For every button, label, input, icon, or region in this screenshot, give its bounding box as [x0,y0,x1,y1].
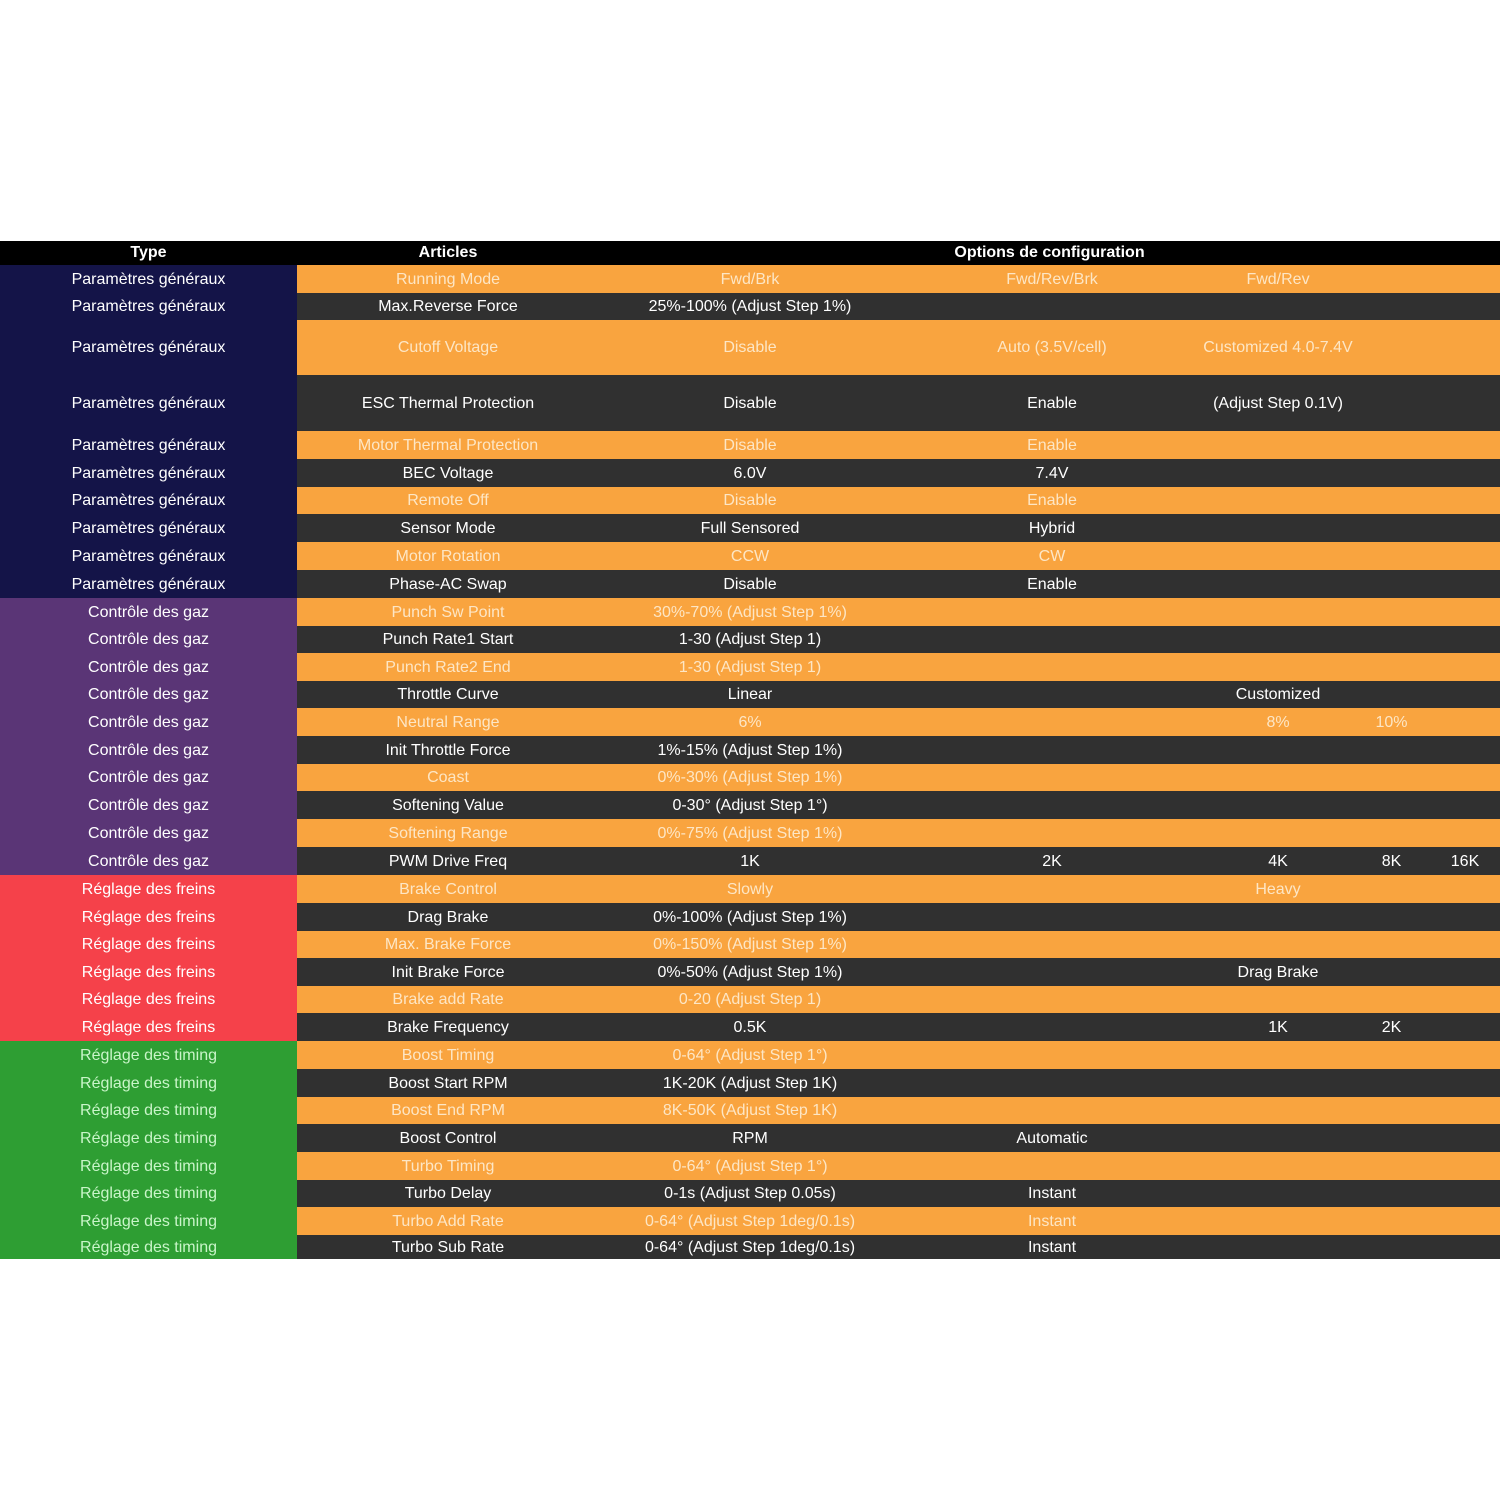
option-4-cell [1353,875,1430,903]
option-4-cell [1353,1207,1430,1235]
option-5-cell [1430,265,1500,293]
option-2-cell: 7.4V [901,459,1203,487]
article-cell: Turbo Timing [297,1152,599,1180]
type-cell: Paramètres généraux [0,459,297,487]
option-4-cell [1353,626,1430,653]
type-cell: Réglage des freins [0,958,297,986]
table-row [0,708,1500,736]
option-5-cell [1430,736,1500,764]
table-row [0,1180,1500,1207]
option-4-cell: 10% [1353,708,1430,736]
option-4-cell [1353,736,1430,764]
table-row [0,459,1500,487]
type-cell: Contrôle des gaz [0,847,297,875]
type-cell: Réglage des freins [0,986,297,1013]
option-5-cell [1430,875,1500,903]
table-row [0,1097,1500,1124]
type-cell: Contrôle des gaz [0,791,297,819]
type-cell: Contrôle des gaz [0,653,297,681]
article-cell: Cutoff Voltage [297,320,599,375]
option-2-cell: Fwd/Rev/Brk [901,265,1203,293]
option-4-cell [1353,514,1430,542]
article-cell: Coast [297,764,599,791]
table-row [0,791,1500,819]
option-2-cell: Enable [901,431,1203,459]
option-4-cell [1353,1235,1430,1259]
option-1-cell: 0-1s (Adjust Step 0.05s) [599,1180,901,1207]
option-3-cell [1203,986,1353,1013]
option-2-cell [901,931,1203,958]
option-3-cell: (Adjust Step 0.1V) [1203,375,1353,431]
option-4-cell [1353,819,1430,847]
type-cell: Réglage des timing [0,1207,297,1235]
table-row [0,1069,1500,1097]
option-5-cell [1430,1013,1500,1041]
type-cell: Réglage des freins [0,931,297,958]
type-cell: Réglage des freins [0,875,297,903]
type-cell: Réglage des timing [0,1069,297,1097]
option-5-cell [1430,931,1500,958]
option-5-cell [1430,1207,1500,1235]
table-row [0,570,1500,598]
option-1-cell: 0-20 (Adjust Step 1) [599,986,901,1013]
option-5-cell [1430,1041,1500,1069]
option-4-cell [1353,931,1430,958]
type-cell: Contrôle des gaz [0,764,297,791]
option-3-cell [1203,1041,1353,1069]
option-2-cell: CW [901,542,1203,570]
option-2-cell: Enable [901,487,1203,514]
type-cell: Contrôle des gaz [0,598,297,626]
option-4-cell [1353,598,1430,626]
option-4-cell [1353,293,1430,320]
header-type: Type [130,244,167,261]
option-2-cell [901,626,1203,653]
article-cell: Boost Start RPM [297,1069,599,1097]
option-2-cell [901,653,1203,681]
option-4-cell [1353,265,1430,293]
option-2-cell: Hybrid [901,514,1203,542]
type-cell: Contrôle des gaz [0,626,297,653]
option-1-cell: 0-64° (Adjust Step 1°) [599,1152,901,1180]
option-1-cell: 6% [599,708,901,736]
table-row [0,1124,1500,1152]
option-5-cell [1430,653,1500,681]
type-cell: Contrôle des gaz [0,708,297,736]
option-1-cell: 0-64° (Adjust Step 1deg/0.1s) [599,1207,901,1235]
option-5-cell [1430,320,1500,375]
option-5-cell [1430,681,1500,708]
table-row [0,1235,1500,1259]
type-cell: Contrôle des gaz [0,819,297,847]
option-3-cell: Customized 4.0-7.4V [1203,320,1353,375]
option-5-cell [1430,487,1500,514]
option-3-cell [1203,1180,1353,1207]
option-3-cell [1203,653,1353,681]
option-5-cell [1430,598,1500,626]
article-cell: Init Brake Force [297,958,599,986]
option-2-cell [901,1013,1203,1041]
option-5-cell [1430,542,1500,570]
table-row [0,1041,1500,1069]
option-5-cell [1430,431,1500,459]
option-2-cell: Instant [901,1180,1203,1207]
option-3-cell [1203,598,1353,626]
option-1-cell: 1%-15% (Adjust Step 1%) [599,736,901,764]
option-5-cell [1430,986,1500,1013]
article-cell: PWM Drive Freq [297,847,599,875]
option-3-cell: Heavy [1203,875,1353,903]
article-cell: Drag Brake [297,903,599,931]
option-3-cell [1203,487,1353,514]
type-cell: Réglage des timing [0,1097,297,1124]
option-1-cell: 8K-50K (Adjust Step 1K) [599,1097,901,1124]
option-1-cell: 0%-75% (Adjust Step 1%) [599,819,901,847]
option-2-cell [901,791,1203,819]
table-row [0,875,1500,903]
article-cell: Softening Value [297,791,599,819]
option-3-cell [1203,542,1353,570]
option-4-cell [1353,570,1430,598]
option-5-cell [1430,1124,1500,1152]
option-4-cell [1353,487,1430,514]
option-5-cell [1430,764,1500,791]
option-1-cell: 0%-100% (Adjust Step 1%) [599,903,901,931]
option-5-cell [1430,293,1500,320]
option-4-cell [1353,986,1430,1013]
option-2-cell [901,1069,1203,1097]
option-4-cell [1353,375,1430,431]
option-2-cell: Instant [901,1235,1203,1259]
option-3-cell [1203,819,1353,847]
option-4-cell [1353,1180,1430,1207]
type-cell: Paramètres généraux [0,265,297,293]
option-2-cell [901,903,1203,931]
option-5-cell [1430,819,1500,847]
option-2-cell [901,1097,1203,1124]
article-cell: Turbo Sub Rate [297,1235,599,1259]
option-2-cell: 2K [901,847,1203,875]
type-cell: Réglage des freins [0,903,297,931]
table-row [0,986,1500,1013]
option-3-cell [1203,736,1353,764]
option-4-cell: 2K [1353,1013,1430,1041]
type-cell: Paramètres généraux [0,487,297,514]
option-2-cell: Automatic [901,1124,1203,1152]
table-row [0,320,1500,375]
article-cell: Max. Brake Force [297,931,599,958]
type-cell: Paramètres généraux [0,542,297,570]
article-cell: Boost Timing [297,1041,599,1069]
option-4-cell [1353,1041,1430,1069]
table-row [0,1152,1500,1180]
option-1-cell: 1-30 (Adjust Step 1) [599,626,901,653]
table-row [0,487,1500,514]
option-1-cell: CCW [599,542,901,570]
option-1-cell: RPM [599,1124,901,1152]
article-cell: Punch Sw Point [297,598,599,626]
option-4-cell [1353,320,1430,375]
table-row [0,626,1500,653]
type-cell: Contrôle des gaz [0,681,297,708]
option-3-cell [1203,1152,1353,1180]
article-cell: Boost Control [297,1124,599,1152]
table-row [0,375,1500,431]
option-2-cell [901,958,1203,986]
option-3-cell [1203,1124,1353,1152]
option-5-cell [1430,459,1500,487]
option-1-cell: 0-64° (Adjust Step 1°) [599,1041,901,1069]
table-row [0,819,1500,847]
article-cell: Motor Thermal Protection [297,431,599,459]
option-3-cell [1203,459,1353,487]
option-3-cell: Drag Brake [1203,958,1353,986]
table-row [0,653,1500,681]
option-1-cell: 0-64° (Adjust Step 1deg/0.1s) [599,1235,901,1259]
type-cell: Paramètres généraux [0,293,297,320]
option-2-cell [901,819,1203,847]
option-3-cell: Fwd/Rev [1203,265,1353,293]
table-row [0,931,1500,958]
type-cell: Réglage des timing [0,1041,297,1069]
option-2-cell [901,708,1203,736]
option-2-cell [901,1041,1203,1069]
article-cell: Boost End RPM [297,1097,599,1124]
article-cell: Turbo Add Rate [297,1207,599,1235]
option-4-cell: 8K [1353,847,1430,875]
type-cell: Paramètres généraux [0,570,297,598]
option-4-cell [1353,764,1430,791]
option-5-cell [1430,708,1500,736]
option-4-cell [1353,1069,1430,1097]
option-5-cell [1430,1180,1500,1207]
article-cell: Max.Reverse Force [297,293,599,320]
option-4-cell [1353,459,1430,487]
article-cell: Brake add Rate [297,986,599,1013]
table-body [0,265,1500,1259]
option-3-cell [1203,570,1353,598]
header-articles: Articles [418,244,478,261]
type-cell: Réglage des freins [0,1013,297,1041]
table-row [0,265,1500,293]
type-cell: Contrôle des gaz [0,736,297,764]
option-2-cell [901,736,1203,764]
option-1-cell: Disable [599,570,901,598]
option-1-cell: 6.0V [599,459,901,487]
table-row [0,681,1500,708]
table-row [0,764,1500,791]
table-row [0,598,1500,626]
article-cell: Sensor Mode [297,514,599,542]
option-3-cell [1203,293,1353,320]
option-4-cell [1353,681,1430,708]
option-5-cell [1430,514,1500,542]
option-2-cell: Instant [901,1207,1203,1235]
option-3-cell: 4K [1203,847,1353,875]
table-row [0,293,1500,320]
option-2-cell [901,293,1203,320]
article-cell: Punch Rate2 End [297,653,599,681]
article-cell: Turbo Delay [297,1180,599,1207]
table-header [0,241,1500,265]
option-3-cell: 8% [1203,708,1353,736]
option-1-cell: 1K [599,847,901,875]
option-5-cell [1430,626,1500,653]
type-cell: Réglage des timing [0,1124,297,1152]
option-3-cell [1203,626,1353,653]
option-1-cell: 30%-70% (Adjust Step 1%) [599,598,901,626]
type-cell: Paramètres généraux [0,375,297,431]
option-5-cell [1430,1235,1500,1259]
option-3-cell: 1K [1203,1013,1353,1041]
table-row [0,903,1500,931]
article-cell: Phase-AC Swap [297,570,599,598]
option-3-cell [1203,514,1353,542]
article-cell: Init Throttle Force [297,736,599,764]
option-4-cell [1353,1124,1430,1152]
option-4-cell [1353,1152,1430,1180]
option-1-cell: 0%-150% (Adjust Step 1%) [599,931,901,958]
article-cell: Running Mode [297,265,599,293]
option-2-cell [901,1152,1203,1180]
option-1-cell: 25%-100% (Adjust Step 1%) [599,293,901,320]
table-row [0,958,1500,986]
option-1-cell: Disable [599,487,901,514]
option-5-cell: 16K [1430,847,1500,875]
type-cell: Paramètres généraux [0,320,297,375]
option-5-cell [1430,791,1500,819]
option-4-cell [1353,903,1430,931]
article-cell: Softening Range [297,819,599,847]
option-2-cell: Enable [901,570,1203,598]
table-row [0,542,1500,570]
article-cell: Neutral Range [297,708,599,736]
option-5-cell [1430,1152,1500,1180]
type-cell: Réglage des timing [0,1152,297,1180]
option-1-cell: Disable [599,320,901,375]
option-3-cell [1203,903,1353,931]
table-row [0,1207,1500,1235]
option-4-cell [1353,653,1430,681]
option-4-cell [1353,542,1430,570]
option-5-cell [1430,375,1500,431]
option-4-cell [1353,958,1430,986]
table-row [0,1013,1500,1041]
option-3-cell [1203,764,1353,791]
option-1-cell: 0%-50% (Adjust Step 1%) [599,958,901,986]
article-cell: BEC Voltage [297,459,599,487]
option-3-cell [1203,1097,1353,1124]
option-3-cell [1203,431,1353,459]
article-cell: ESC Thermal Protection [297,375,599,431]
type-cell: Réglage des timing [0,1180,297,1207]
option-1-cell: 0-30° (Adjust Step 1°) [599,791,901,819]
option-2-cell [901,598,1203,626]
type-cell: Réglage des timing [0,1235,297,1259]
option-2-cell [901,875,1203,903]
option-1-cell: Slowly [599,875,901,903]
option-2-cell: Auto (3.5V/cell) [901,320,1203,375]
option-1-cell: Disable [599,375,901,431]
option-5-cell [1430,958,1500,986]
table-row [0,514,1500,542]
option-5-cell [1430,1097,1500,1124]
option-3-cell [1203,1207,1353,1235]
option-1-cell: Full Sensored [599,514,901,542]
option-1-cell: Fwd/Brk [599,265,901,293]
option-3-cell: Customized [1203,681,1353,708]
table-row [0,431,1500,459]
option-4-cell [1353,431,1430,459]
option-3-cell [1203,931,1353,958]
article-cell: Brake Control [297,875,599,903]
option-2-cell [901,986,1203,1013]
option-2-cell [901,681,1203,708]
option-5-cell [1430,1069,1500,1097]
option-1-cell: Linear [599,681,901,708]
article-cell: Brake Frequency [297,1013,599,1041]
table-row [0,736,1500,764]
option-2-cell: Enable [901,375,1203,431]
option-1-cell: 1-30 (Adjust Step 1) [599,653,901,681]
article-cell: Motor Rotation [297,542,599,570]
article-cell: Remote Off [297,487,599,514]
option-1-cell: 1K-20K (Adjust Step 1K) [599,1069,901,1097]
option-5-cell [1430,570,1500,598]
config-table [0,241,1500,1259]
type-cell: Paramètres généraux [0,514,297,542]
type-cell: Paramètres généraux [0,431,297,459]
article-cell: Punch Rate1 Start [297,626,599,653]
option-1-cell: Disable [599,431,901,459]
table-row [0,847,1500,875]
option-5-cell [1430,903,1500,931]
article-cell: Throttle Curve [297,681,599,708]
option-1-cell: 0.5K [599,1013,901,1041]
header-options: Options de configuration [954,244,1145,261]
option-4-cell [1353,1097,1430,1124]
option-2-cell [901,764,1203,791]
option-4-cell [1353,791,1430,819]
option-3-cell [1203,1069,1353,1097]
option-1-cell: 0%-30% (Adjust Step 1%) [599,764,901,791]
option-3-cell [1203,791,1353,819]
option-3-cell [1203,1235,1353,1259]
